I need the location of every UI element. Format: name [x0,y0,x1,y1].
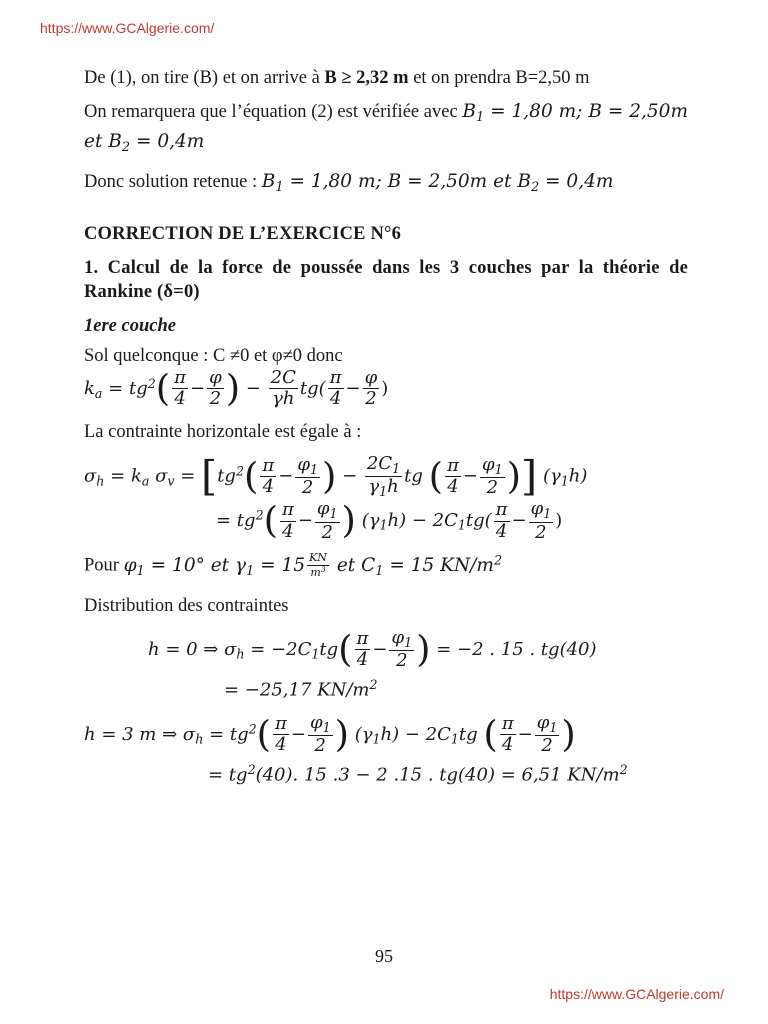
b-condition: B ≥ 2,32 m [324,68,409,88]
para-dimension-b: De (1), on tire (B) et on arrive à B ≥ 2,32 m et on prendra B=2,50 m [84,68,590,88]
sigma-equation-line1: $\sigma_h = k_a$ $\sigma_v = [tg^2$( $\frac{\pi}{4}$ − $\frac{\varphi_1}{2}$ ) − $\frac{2C_1}{\gamma_1h}$ tg ( $\frac{\pi}{4}$ − $\frac{\varphi_1}{2}$ )] $(\gamma_1h)$ [84,452,588,501]
h0-equation-line2: = −25,17 $KN/m^2$ [224,676,378,700]
page-content [84,66,688,788]
contrainte-line: La contrainte horizontale est égale à : [84,422,362,442]
distribution-line: Distribution des contraintes [84,595,289,616]
section-heading: CORRECTION DE L’EXERCICE N°6 [84,223,402,244]
sigma-equation-line2: = $tg^2$( $\frac{\pi}{4}$ − $\frac{\varphi_1}{2}$ ) $(\gamma_1h) - 2C_1tg$( $\frac{\pi}{4}$ − $\frac{\varphi_1}{2}$ ) [216,498,563,543]
ka-equation: $k_a = tg^2$( $\frac{\pi}{4}$ − $\frac{\varphi}{2}$ ) − $\frac{2C}{\gamma h}$ tg( $\frac{\pi}{4}$ − $\frac{\varphi}{2}$ ) [84,366,389,410]
layer-title: 1ere couche [84,315,176,336]
h3-equation-line2: = $tg^2(40)$. 15 .3 − 2 .15 . tg(40) = 6,51 $KN/m^2$ [208,761,628,786]
para-verification: On remarquera que l’équation (2) est vérifiée avec $B_1 = 1,80$ m; B = 2,50m et $B_2 = 0,4m$ [84,101,688,155]
sol-line: Sol quelconque : C ≠0 et φ≠0 donc [84,345,343,366]
footer-url[interactable]: https://www.GCAlgerie.com/ [549,986,724,1002]
header-url[interactable]: https://www.GCAlgerie.com/ [40,20,215,36]
section-subheading: 1. Calcul de la force de poussée dans les 3 couches par la théorie de Rankine (δ=0) [84,257,688,302]
h3-equation-line1: h = 3 m ⇒ $\sigma_h = tg^2$( $\frac{\pi}{4}$ − $\frac{\varphi_1}{2}$ ) $(\gamma_1h) - 2C_1tg$ ( $\frac{\pi}{4}$ − $\frac{\varphi_1}{2}$ ) [84,711,576,757]
para-solution: Donc solution retenue : $B_1 = 1,80$ m; B = 2,50m et $B_2 = 0,4m$ [84,170,614,195]
pour-line: Pour $\varphi_1 = 10^\circ$ et $\gamma_1 = 15$ $\frac{KN}{m^3}$ et $C_1 = 15$ $KN/m^2$ [84,551,503,579]
page-number: 95 [375,946,393,966]
h0-equation-line1: h = 0 ⇒ $\sigma_h = -2C_1tg$( $\frac{\pi}{4}$ − $\frac{\varphi_1}{2}$ ) = −2 . 15 . tg(40) [148,626,597,671]
